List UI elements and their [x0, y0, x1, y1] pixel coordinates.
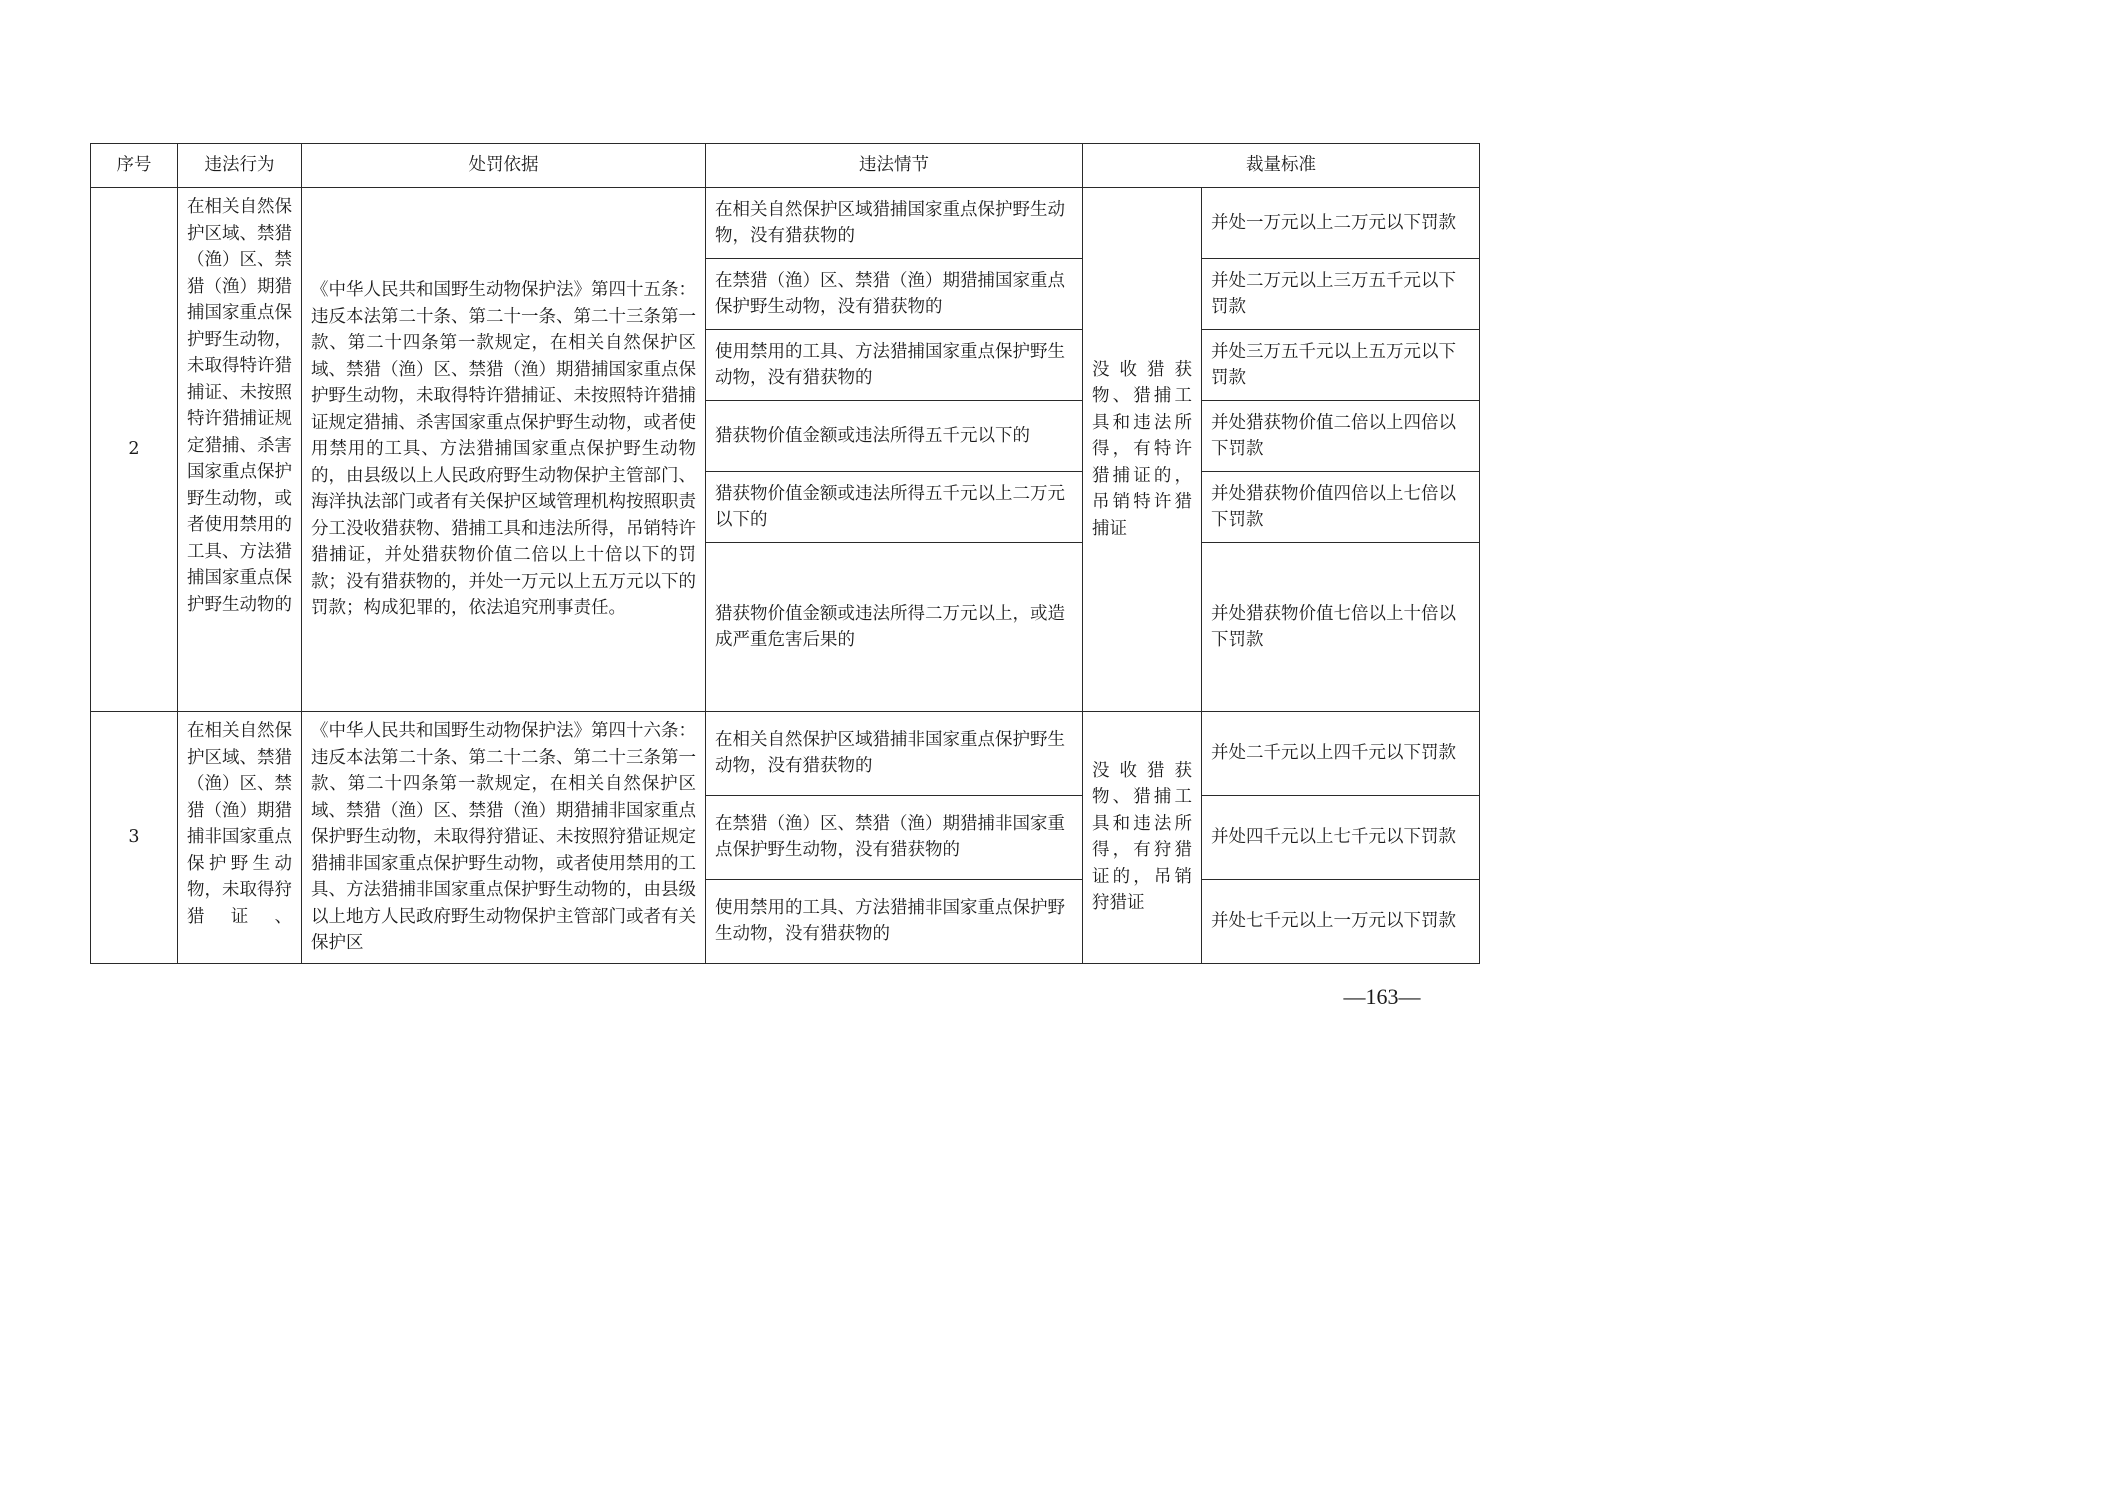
row-seq: 3 — [91, 712, 178, 964]
header-standard: 裁量标准 — [1083, 144, 1480, 188]
header-row — [91, 144, 1480, 188]
row-circumstance: 猎获物价值金额或违法所得五千元以下的 — [706, 401, 1083, 472]
row-seq: 2 — [91, 188, 178, 712]
row-circumstance: 使用禁用的工具、方法猎捕非国家重点保护野生动物，没有猎获物的 — [706, 879, 1083, 963]
penalty-discretion-table — [90, 143, 1480, 964]
row-standard: 并处四千元以上七千元以下罚款 — [1202, 795, 1480, 879]
row-circumstance: 在禁猎（渔）区、禁猎（渔）期猎捕非国家重点保护野生动物，没有猎获物的 — [706, 795, 1083, 879]
row-standard: 并处二千元以上四千元以下罚款 — [1202, 712, 1480, 796]
row-confiscate: 没收猎获物、猎捕工具和违法所得，有特许猎捕证的，吊销特许猎捕证 — [1083, 188, 1202, 712]
row-standard: 并处一万元以上二万元以下罚款 — [1202, 188, 1480, 259]
row-standard: 并处猎获物价值二倍以上四倍以下罚款 — [1202, 401, 1480, 472]
row-circumstance: 在相关自然保护区域猎捕国家重点保护野生动物，没有猎获物的 — [706, 188, 1083, 259]
header-seq: 序号 — [91, 144, 178, 188]
header-behavior: 违法行为 — [178, 144, 302, 188]
header-circumstance: 违法情节 — [706, 144, 1083, 188]
row-basis: 《中华人民共和国野生动物保护法》第四十六条：违反本法第二十条、第二十二条、第二十三条第一款、第二十四条第一款规定，在相关自然保护区域、禁猎（渔）区、禁猎（渔）期猎捕非国家重点保护野生动物，未取得狩猎证、未按照狩猎证规定猎捕非国家重点保护野生动物，或者使用禁用的工具、方法猎捕非国家重点保护野生动物的，由县级以上地方人民政府野生动物保护主管部门或者有关保护区 — [302, 712, 706, 964]
row-behavior: 在相关自然保护区域、禁猎（渔）区、禁猎（渔）期猎捕非国家重点保护野生动物，未取得狩猎证、 — [178, 712, 302, 964]
row-circumstance: 在禁猎（渔）区、禁猎（渔）期猎捕国家重点保护野生动物，没有猎获物的 — [706, 259, 1083, 330]
row-circumstance: 猎获物价值金额或违法所得二万元以上，或造成严重危害后果的 — [706, 543, 1083, 712]
row-circumstance: 使用禁用的工具、方法猎捕国家重点保护野生动物，没有猎获物的 — [706, 330, 1083, 401]
table-row — [91, 188, 1480, 259]
header-basis: 处罚依据 — [302, 144, 706, 188]
row-behavior: 在相关自然保护区域、禁猎（渔）区、禁猎（渔）期猎捕国家重点保护野生动物，未取得特许猎捕证、未按照特许猎捕证规定猎捕、杀害国家重点保护野生动物，或者使用禁用的工具、方法猎捕国家重点保护野生动物的 — [178, 188, 302, 712]
table-row — [91, 712, 1480, 796]
row-confiscate: 没收猎获物、猎捕工具和违法所得，有狩猎证的，吊销狩猎证 — [1083, 712, 1202, 964]
row-basis: 《中华人民共和国野生动物保护法》第四十五条：违反本法第二十条、第二十一条、第二十三条第一款、第二十四条第一款规定，在相关自然保护区域、禁猎（渔）区、禁猎（渔）期猎捕国家重点保护野生动物，未取得特许猎捕证、未按照特许猎捕证规定猎捕、杀害国家重点保护野生动物，或者使用禁用的工具、方法猎捕国家重点保护野生动物的，由县级以上人民政府野生动物保护主管部门、海洋执法部门或者有关保护区域管理机构按照职责分工没收猎获物、猎捕工具和违法所得，吊销特许猎捕证，并处猎获物价值二倍以上十倍以下的罚款；没有猎获物的，并处一万元以上五万元以下的罚款；构成犯罪的，依法追究刑事责任。 — [302, 188, 706, 712]
row-circumstance: 在相关自然保护区域猎捕非国家重点保护野生动物，没有猎获物的 — [706, 712, 1083, 796]
page-number: —163— — [1343, 984, 1421, 1009]
row-standard: 并处猎获物价值七倍以上十倍以下罚款 — [1202, 543, 1480, 712]
row-standard: 并处二万元以上三万五千元以下罚款 — [1202, 259, 1480, 330]
row-circumstance: 猎获物价值金额或违法所得五千元以上二万元以下的 — [706, 472, 1083, 543]
row-standard: 并处三万五千元以上五万元以下罚款 — [1202, 330, 1480, 401]
row-standard: 并处七千元以上一万元以下罚款 — [1202, 879, 1480, 963]
row-standard: 并处猎获物价值四倍以上七倍以下罚款 — [1202, 472, 1480, 543]
